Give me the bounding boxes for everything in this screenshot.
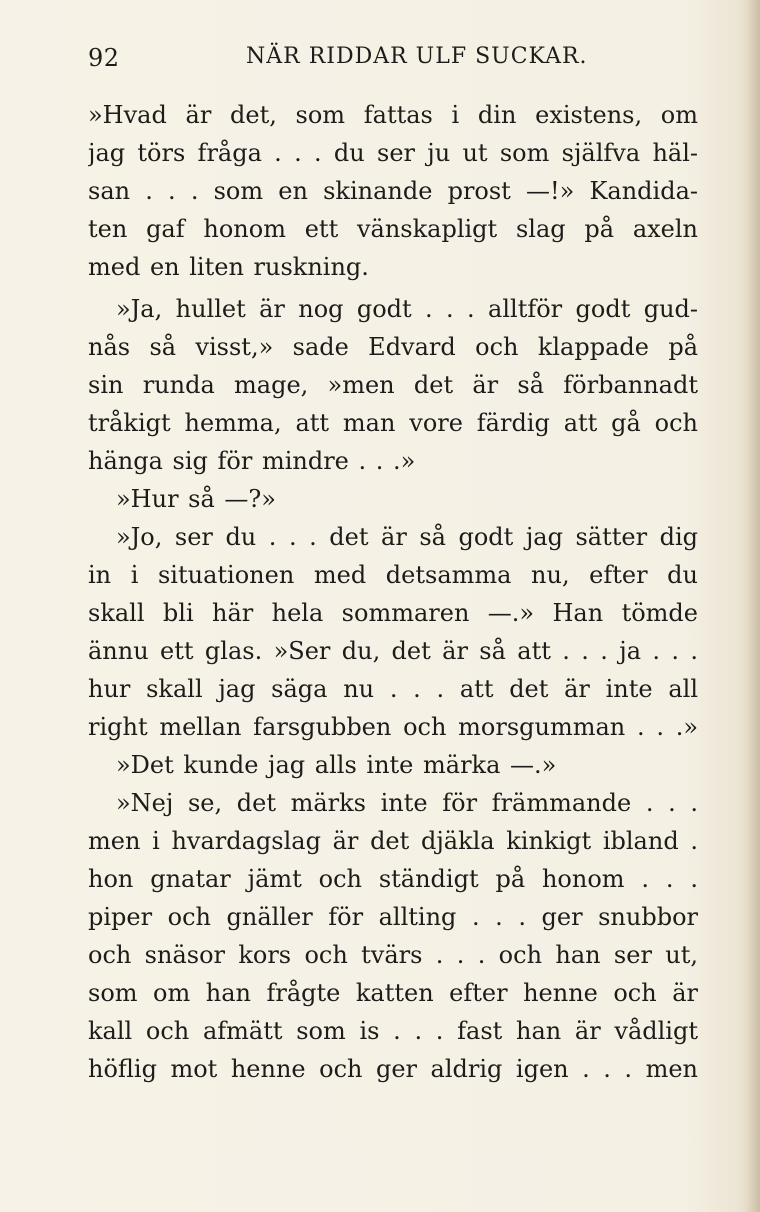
text-line: hänga sig för mindre . . .» [88,447,416,475]
text-line: jag törs fråga . . . du ser ju ut som själfva häl- [88,139,698,167]
text-line: san . . . som en skinande prost —!» Kandida- [88,177,698,205]
text-line: piper och gnäller för allting . . . ger snubbor [88,903,698,931]
body-text [88,96,698,1088]
text-line: hon gnatar jämt och ständigt på honom . . . [88,865,698,893]
text-line: som om han frågte katten efter henne och är [88,979,698,1007]
page-header [88,44,696,78]
text-line: »Hur så —?» [116,485,276,513]
text-line: höflig mot henne och ger aldrig igen . . . men [88,1055,698,1083]
text-line: »Jo, ser du . . . det är så godt jag sätter dig [116,523,698,551]
page-edge-shadow [746,0,760,1212]
page-number: 92 [88,44,120,72]
text-line: »Hvad är det, som fattas i din existens, om [88,101,698,129]
text-line: »Nej se, det märks inte för främmande . . . [116,789,698,817]
text-line: hur skall jag säga nu . . . att det är inte all [88,675,698,703]
text-line: »Det kunde jag alls inte märka —.» [116,751,557,779]
text-line: ännu ett glas. »Ser du, det är så att . . . ja . . . [88,637,698,665]
text-line: tråkigt hemma, att man vore färdig att gå och [88,409,698,437]
text-line: kall och afmätt som is . . . fast han är vådligt [88,1017,698,1045]
text-line: right mellan farsgubben och morsgumman . . .» [88,713,698,741]
running-title: NÄR RIDDAR ULF SUCKAR. [246,44,588,69]
text-line: »Ja, hullet är nog godt . . . alltför godt gud- [116,295,698,323]
text-line: sin runda mage, »men det är så förbannadt [88,371,698,399]
text-line: med en liten ruskning. [88,253,369,281]
text-line: ten gaf honom ett vänskapligt slag på axeln [88,215,698,243]
text-line: nås så visst,» sade Edvard och klappade på [88,333,698,361]
text-line: skall bli här hela sommaren —.» Han tömde [88,599,698,627]
text-line: men i hvardagslag är det djäkla kinkigt ibland . [88,827,698,855]
text-line: in i situationen med detsamma nu, efter du [88,561,698,589]
text-line: och snäsor kors och tvärs . . . och han ser ut, [88,941,698,969]
